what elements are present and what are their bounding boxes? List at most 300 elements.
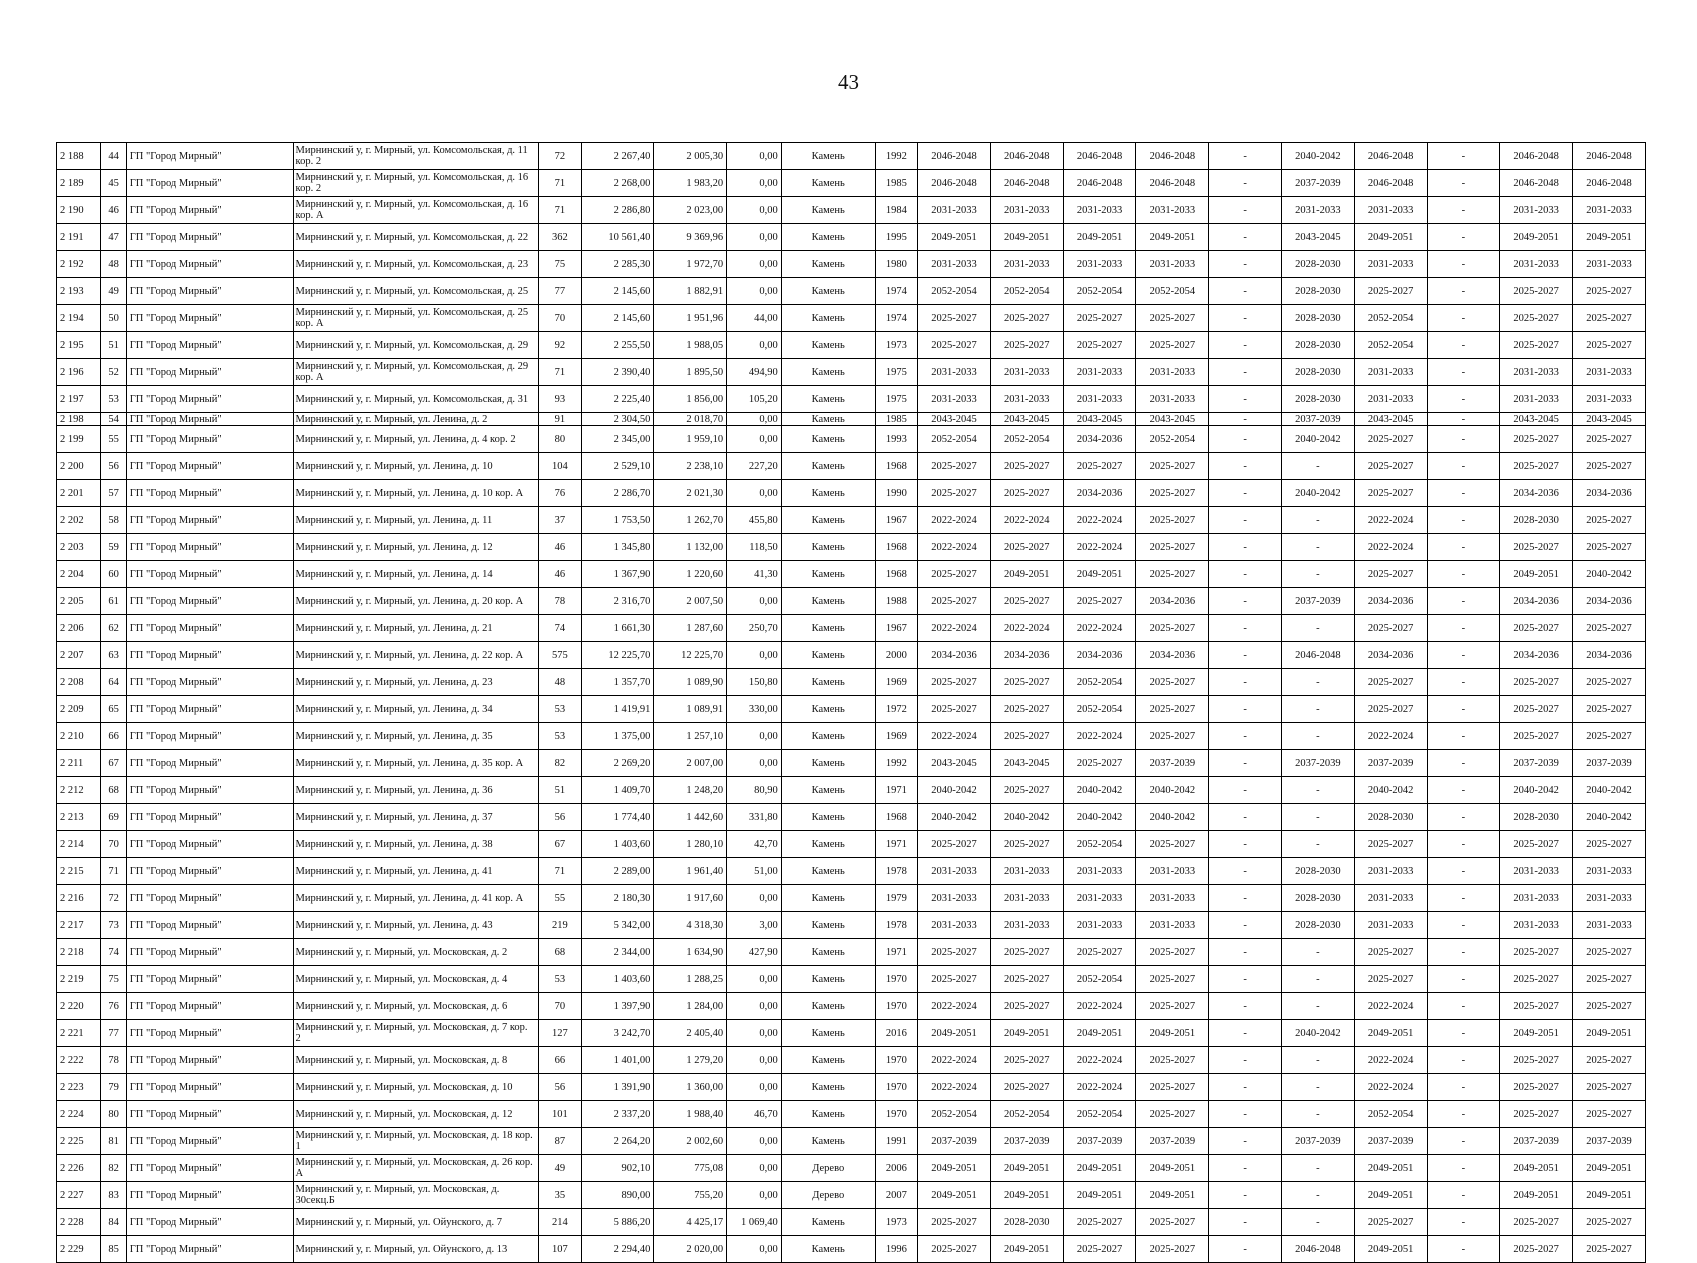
cell-total-area: 1 397,90 xyxy=(581,993,654,1020)
cell-period-2: 2052-2054 xyxy=(990,426,1063,453)
cell-period-6: 2028-2030 xyxy=(1281,278,1354,305)
cell-reg-number: 2 229 xyxy=(57,1236,101,1263)
cell-period-5: - xyxy=(1209,831,1282,858)
cell-nonresidential-area: 0,00 xyxy=(727,278,782,305)
cell-item-number: 85 xyxy=(101,1236,126,1263)
cell-build-year: 1970 xyxy=(875,993,917,1020)
cell-period-5: - xyxy=(1209,912,1282,939)
cell-period-1: 2025-2027 xyxy=(918,939,991,966)
cell-period-7: 2037-2039 xyxy=(1354,750,1427,777)
cell-period-2: 2049-2051 xyxy=(990,1155,1063,1182)
table-body xyxy=(57,143,1646,1263)
cell-period-6: 2037-2039 xyxy=(1281,413,1354,426)
table-row xyxy=(57,669,1646,696)
cell-build-year: 1974 xyxy=(875,278,917,305)
cell-period-5: - xyxy=(1209,993,1282,1020)
cell-municipality: ГП "Город Мирный" xyxy=(126,696,293,723)
cell-municipality: ГП "Город Мирный" xyxy=(126,278,293,305)
cell-item-number: 54 xyxy=(101,413,126,426)
cell-period-7: 2025-2027 xyxy=(1354,696,1427,723)
table-row xyxy=(57,1236,1646,1263)
cell-total-area: 1 753,50 xyxy=(581,507,654,534)
cell-residents: 72 xyxy=(539,143,581,170)
cell-reg-number: 2 188 xyxy=(57,143,101,170)
cell-wall-material: Камень xyxy=(781,561,875,588)
cell-reg-number: 2 217 xyxy=(57,912,101,939)
cell-build-year: 1968 xyxy=(875,561,917,588)
cell-period-9: 2025-2027 xyxy=(1500,534,1573,561)
cell-period-9: 2025-2027 xyxy=(1500,966,1573,993)
cell-living-area: 1 288,25 xyxy=(654,966,727,993)
cell-period-8: - xyxy=(1427,426,1500,453)
cell-nonresidential-area: 0,00 xyxy=(727,1047,782,1074)
cell-nonresidential-area: 0,00 xyxy=(727,224,782,251)
cell-period-10: 2031-2033 xyxy=(1573,386,1646,413)
cell-period-8: - xyxy=(1427,332,1500,359)
cell-living-area: 1 257,10 xyxy=(654,723,727,750)
cell-period-10: 2046-2048 xyxy=(1573,143,1646,170)
cell-nonresidential-area: 0,00 xyxy=(727,332,782,359)
cell-period-6: - xyxy=(1281,993,1354,1020)
cell-municipality: ГП "Город Мирный" xyxy=(126,197,293,224)
cell-period-5: - xyxy=(1209,534,1282,561)
cell-period-5: - xyxy=(1209,1236,1282,1263)
cell-wall-material: Камень xyxy=(781,386,875,413)
cell-municipality: ГП "Город Мирный" xyxy=(126,1047,293,1074)
cell-period-5: - xyxy=(1209,143,1282,170)
cell-municipality: ГП "Город Мирный" xyxy=(126,993,293,1020)
cell-address: Мирнинский у, г. Мирный, ул. Ленина, д. 41 кор. А xyxy=(293,885,539,912)
cell-period-2: 2025-2027 xyxy=(990,1047,1063,1074)
cell-period-5: - xyxy=(1209,224,1282,251)
cell-address: Мирнинский у, г. Мирный, ул. Комсомольская, д. 23 xyxy=(293,251,539,278)
cell-item-number: 59 xyxy=(101,534,126,561)
cell-period-5: - xyxy=(1209,966,1282,993)
cell-period-9: 2031-2033 xyxy=(1500,251,1573,278)
cell-residents: 53 xyxy=(539,696,581,723)
cell-wall-material: Камень xyxy=(781,1020,875,1047)
cell-period-5: - xyxy=(1209,669,1282,696)
table-row xyxy=(57,750,1646,777)
cell-period-4: 2052-2054 xyxy=(1136,426,1209,453)
cell-living-area: 2 238,10 xyxy=(654,453,727,480)
cell-period-1: 2022-2024 xyxy=(918,993,991,1020)
cell-wall-material: Камень xyxy=(781,723,875,750)
cell-period-7: 2022-2024 xyxy=(1354,1074,1427,1101)
table-row xyxy=(57,561,1646,588)
cell-period-9: 2049-2051 xyxy=(1500,561,1573,588)
cell-residents: 46 xyxy=(539,561,581,588)
table-row xyxy=(57,1155,1646,1182)
cell-period-7: 2046-2048 xyxy=(1354,143,1427,170)
cell-period-9: 2025-2027 xyxy=(1500,453,1573,480)
cell-period-6: 2028-2030 xyxy=(1281,359,1354,386)
cell-nonresidential-area: 0,00 xyxy=(727,1155,782,1182)
cell-living-area: 1 248,20 xyxy=(654,777,727,804)
cell-reg-number: 2 197 xyxy=(57,386,101,413)
table-row xyxy=(57,831,1646,858)
table-row xyxy=(57,1101,1646,1128)
cell-total-area: 1 403,60 xyxy=(581,831,654,858)
cell-residents: 78 xyxy=(539,588,581,615)
cell-period-6: - xyxy=(1281,1074,1354,1101)
cell-nonresidential-area: 0,00 xyxy=(727,143,782,170)
cell-living-area: 1 983,20 xyxy=(654,170,727,197)
cell-reg-number: 2 213 xyxy=(57,804,101,831)
cell-item-number: 80 xyxy=(101,1101,126,1128)
cell-period-8: - xyxy=(1427,143,1500,170)
cell-period-8: - xyxy=(1427,696,1500,723)
cell-total-area: 2 304,50 xyxy=(581,413,654,426)
cell-total-area: 2 268,00 xyxy=(581,170,654,197)
cell-address: Мирнинский у, г. Мирный, ул. Ленина, д. 36 xyxy=(293,777,539,804)
cell-period-2: 2046-2048 xyxy=(990,170,1063,197)
cell-residents: 67 xyxy=(539,831,581,858)
cell-municipality: ГП "Город Мирный" xyxy=(126,480,293,507)
cell-address: Мирнинский у, г. Мирный, ул. Ленина, д. 38 xyxy=(293,831,539,858)
cell-period-10: 2049-2051 xyxy=(1573,1155,1646,1182)
cell-nonresidential-area: 331,80 xyxy=(727,804,782,831)
cell-period-2: 2049-2051 xyxy=(990,224,1063,251)
cell-wall-material: Камень xyxy=(781,534,875,561)
cell-period-9: 2025-2027 xyxy=(1500,993,1573,1020)
cell-period-2: 2031-2033 xyxy=(990,197,1063,224)
cell-nonresidential-area: 427,90 xyxy=(727,939,782,966)
cell-item-number: 44 xyxy=(101,143,126,170)
cell-build-year: 1970 xyxy=(875,1101,917,1128)
cell-wall-material: Камень xyxy=(781,939,875,966)
cell-period-9: 2043-2045 xyxy=(1500,413,1573,426)
cell-living-area: 1 360,00 xyxy=(654,1074,727,1101)
cell-residents: 53 xyxy=(539,966,581,993)
cell-period-10: 2034-2036 xyxy=(1573,642,1646,669)
cell-item-number: 67 xyxy=(101,750,126,777)
table-row xyxy=(57,1209,1646,1236)
cell-address: Мирнинский у, г. Мирный, ул. Ленина, д. 23 xyxy=(293,669,539,696)
cell-period-9: 2025-2027 xyxy=(1500,939,1573,966)
cell-period-4: 2025-2027 xyxy=(1136,480,1209,507)
cell-period-10: 2049-2051 xyxy=(1573,224,1646,251)
cell-reg-number: 2 190 xyxy=(57,197,101,224)
cell-period-3: 2049-2051 xyxy=(1063,561,1136,588)
cell-reg-number: 2 214 xyxy=(57,831,101,858)
cell-address: Мирнинский у, г. Мирный, ул. Ленина, д. 35 xyxy=(293,723,539,750)
cell-living-area: 9 369,96 xyxy=(654,224,727,251)
cell-period-7: 2022-2024 xyxy=(1354,723,1427,750)
cell-build-year: 2000 xyxy=(875,642,917,669)
cell-period-4: 2025-2027 xyxy=(1136,332,1209,359)
cell-period-8: - xyxy=(1427,561,1500,588)
table-row xyxy=(57,305,1646,332)
cell-period-10: 2049-2051 xyxy=(1573,1182,1646,1209)
cell-period-7: 2031-2033 xyxy=(1354,912,1427,939)
cell-period-3: 2052-2054 xyxy=(1063,831,1136,858)
cell-period-7: 2043-2045 xyxy=(1354,413,1427,426)
cell-period-10: 2025-2027 xyxy=(1573,278,1646,305)
cell-item-number: 45 xyxy=(101,170,126,197)
cell-period-10: 2025-2027 xyxy=(1573,1047,1646,1074)
cell-period-1: 2025-2027 xyxy=(918,831,991,858)
cell-period-3: 2052-2054 xyxy=(1063,1101,1136,1128)
cell-period-4: 2025-2027 xyxy=(1136,1209,1209,1236)
cell-living-area: 1 284,00 xyxy=(654,993,727,1020)
cell-living-area: 1 220,60 xyxy=(654,561,727,588)
cell-address: Мирнинский у, г. Мирный, ул. Комсомольская, д. 29 xyxy=(293,332,539,359)
cell-residents: 575 xyxy=(539,642,581,669)
table-row xyxy=(57,386,1646,413)
cell-period-7: 2025-2027 xyxy=(1354,1209,1427,1236)
cell-wall-material: Камень xyxy=(781,1074,875,1101)
cell-municipality: ГП "Город Мирный" xyxy=(126,426,293,453)
cell-period-9: 2031-2033 xyxy=(1500,359,1573,386)
cell-period-9: 2049-2051 xyxy=(1500,1020,1573,1047)
cell-item-number: 72 xyxy=(101,885,126,912)
table-row xyxy=(57,939,1646,966)
cell-living-area: 1 951,96 xyxy=(654,305,727,332)
cell-build-year: 2006 xyxy=(875,1155,917,1182)
cell-period-3: 2022-2024 xyxy=(1063,534,1136,561)
cell-period-10: 2025-2027 xyxy=(1573,966,1646,993)
cell-address: Мирнинский у, г. Мирный, ул. Ойунского, д. 13 xyxy=(293,1236,539,1263)
cell-period-10: 2025-2027 xyxy=(1573,993,1646,1020)
cell-period-9: 2037-2039 xyxy=(1500,750,1573,777)
cell-build-year: 1968 xyxy=(875,453,917,480)
cell-period-2: 2034-2036 xyxy=(990,642,1063,669)
cell-period-5: - xyxy=(1209,507,1282,534)
cell-period-10: 2037-2039 xyxy=(1573,1128,1646,1155)
cell-period-3: 2043-2045 xyxy=(1063,413,1136,426)
table-row xyxy=(57,777,1646,804)
cell-municipality: ГП "Город Мирный" xyxy=(126,642,293,669)
cell-nonresidential-area: 0,00 xyxy=(727,1182,782,1209)
cell-living-area: 1 988,40 xyxy=(654,1101,727,1128)
cell-living-area: 2 007,00 xyxy=(654,750,727,777)
cell-municipality: ГП "Город Мирный" xyxy=(126,1209,293,1236)
cell-period-2: 2025-2027 xyxy=(990,305,1063,332)
cell-build-year: 1995 xyxy=(875,224,917,251)
cell-period-6: 2046-2048 xyxy=(1281,642,1354,669)
cell-period-8: - xyxy=(1427,615,1500,642)
cell-period-8: - xyxy=(1427,588,1500,615)
cell-total-area: 1 391,90 xyxy=(581,1074,654,1101)
cell-item-number: 50 xyxy=(101,305,126,332)
cell-address: Мирнинский у, г. Мирный, ул. Ленина, д. 20 кор. А xyxy=(293,588,539,615)
cell-item-number: 71 xyxy=(101,858,126,885)
cell-address: Мирнинский у, г. Мирный, ул. Ойунского, д. 7 xyxy=(293,1209,539,1236)
table-row xyxy=(57,804,1646,831)
cell-period-6: 2028-2030 xyxy=(1281,251,1354,278)
cell-period-8: - xyxy=(1427,831,1500,858)
cell-period-1: 2025-2027 xyxy=(918,696,991,723)
cell-municipality: ГП "Город Мирный" xyxy=(126,1101,293,1128)
cell-reg-number: 2 198 xyxy=(57,413,101,426)
cell-period-3: 2025-2027 xyxy=(1063,1209,1136,1236)
cell-period-7: 2037-2039 xyxy=(1354,1128,1427,1155)
table-row xyxy=(57,1128,1646,1155)
cell-period-9: 2037-2039 xyxy=(1500,1128,1573,1155)
cell-item-number: 79 xyxy=(101,1074,126,1101)
cell-period-1: 2025-2027 xyxy=(918,480,991,507)
cell-period-4: 2049-2051 xyxy=(1136,1020,1209,1047)
cell-wall-material: Камень xyxy=(781,642,875,669)
cell-period-3: 2031-2033 xyxy=(1063,197,1136,224)
cell-nonresidential-area: 0,00 xyxy=(727,251,782,278)
cell-period-9: 2049-2051 xyxy=(1500,224,1573,251)
cell-residents: 51 xyxy=(539,777,581,804)
cell-period-3: 2046-2048 xyxy=(1063,143,1136,170)
cell-period-1: 2043-2045 xyxy=(918,750,991,777)
cell-address: Мирнинский у, г. Мирный, ул. Московская, д. 30секц.Б xyxy=(293,1182,539,1209)
cell-residents: 71 xyxy=(539,858,581,885)
cell-build-year: 1968 xyxy=(875,534,917,561)
cell-municipality: ГП "Город Мирный" xyxy=(126,1182,293,1209)
cell-period-9: 2040-2042 xyxy=(1500,777,1573,804)
cell-period-4: 2025-2027 xyxy=(1136,507,1209,534)
cell-wall-material: Камень xyxy=(781,750,875,777)
cell-municipality: ГП "Город Мирный" xyxy=(126,723,293,750)
cell-period-1: 2052-2054 xyxy=(918,278,991,305)
cell-nonresidential-area: 80,90 xyxy=(727,777,782,804)
table-row xyxy=(57,993,1646,1020)
cell-period-4: 2031-2033 xyxy=(1136,251,1209,278)
table-row xyxy=(57,143,1646,170)
cell-item-number: 48 xyxy=(101,251,126,278)
cell-period-3: 2025-2027 xyxy=(1063,453,1136,480)
cell-period-7: 2034-2036 xyxy=(1354,642,1427,669)
cell-reg-number: 2 228 xyxy=(57,1209,101,1236)
cell-period-1: 2052-2054 xyxy=(918,1101,991,1128)
cell-municipality: ГП "Город Мирный" xyxy=(126,413,293,426)
cell-address: Мирнинский у, г. Мирный, ул. Комсомольская, д. 25 xyxy=(293,278,539,305)
cell-period-3: 2049-2051 xyxy=(1063,1182,1136,1209)
cell-wall-material: Камень xyxy=(781,332,875,359)
cell-reg-number: 2 206 xyxy=(57,615,101,642)
cell-residents: 87 xyxy=(539,1128,581,1155)
cell-period-3: 2025-2027 xyxy=(1063,939,1136,966)
cell-period-3: 2022-2024 xyxy=(1063,1047,1136,1074)
cell-period-7: 2049-2051 xyxy=(1354,224,1427,251)
cell-period-3: 2040-2042 xyxy=(1063,777,1136,804)
table-row xyxy=(57,534,1646,561)
cell-period-10: 2025-2027 xyxy=(1573,615,1646,642)
cell-period-2: 2025-2027 xyxy=(990,696,1063,723)
cell-residents: 91 xyxy=(539,413,581,426)
cell-period-5: - xyxy=(1209,615,1282,642)
cell-living-area: 1 972,70 xyxy=(654,251,727,278)
cell-period-6: - xyxy=(1281,696,1354,723)
cell-period-8: - xyxy=(1427,1047,1500,1074)
cell-period-9: 2031-2033 xyxy=(1500,197,1573,224)
cell-period-8: - xyxy=(1427,669,1500,696)
cell-reg-number: 2 196 xyxy=(57,359,101,386)
cell-period-1: 2022-2024 xyxy=(918,723,991,750)
cell-period-3: 2022-2024 xyxy=(1063,1074,1136,1101)
cell-wall-material: Камень xyxy=(781,1101,875,1128)
cell-period-2: 2025-2027 xyxy=(990,1074,1063,1101)
cell-reg-number: 2 199 xyxy=(57,426,101,453)
cell-reg-number: 2 226 xyxy=(57,1155,101,1182)
table-row xyxy=(57,966,1646,993)
cell-period-8: - xyxy=(1427,1236,1500,1263)
cell-address: Мирнинский у, г. Мирный, ул. Комсомольская, д. 31 xyxy=(293,386,539,413)
cell-build-year: 1996 xyxy=(875,1236,917,1263)
cell-period-6: 2040-2042 xyxy=(1281,143,1354,170)
cell-reg-number: 2 208 xyxy=(57,669,101,696)
cell-period-1: 2025-2027 xyxy=(918,453,991,480)
cell-period-9: 2049-2051 xyxy=(1500,1182,1573,1209)
cell-period-5: - xyxy=(1209,278,1282,305)
cell-municipality: ГП "Город Мирный" xyxy=(126,453,293,480)
cell-item-number: 58 xyxy=(101,507,126,534)
cell-build-year: 1985 xyxy=(875,413,917,426)
cell-wall-material: Дерево xyxy=(781,1182,875,1209)
cell-period-9: 2025-2027 xyxy=(1500,305,1573,332)
cell-period-6: 2046-2048 xyxy=(1281,1236,1354,1263)
cell-wall-material: Камень xyxy=(781,426,875,453)
cell-nonresidential-area: 0,00 xyxy=(727,1074,782,1101)
cell-municipality: ГП "Город Мирный" xyxy=(126,251,293,278)
cell-wall-material: Камень xyxy=(781,170,875,197)
cell-period-2: 2025-2027 xyxy=(990,332,1063,359)
cell-period-3: 2049-2051 xyxy=(1063,1020,1136,1047)
cell-reg-number: 2 224 xyxy=(57,1101,101,1128)
cell-nonresidential-area: 0,00 xyxy=(727,885,782,912)
cell-period-4: 2031-2033 xyxy=(1136,912,1209,939)
cell-living-area: 2 021,30 xyxy=(654,480,727,507)
cell-period-8: - xyxy=(1427,197,1500,224)
cell-period-4: 2046-2048 xyxy=(1136,170,1209,197)
cell-living-area: 12 225,70 xyxy=(654,642,727,669)
cell-period-7: 2022-2024 xyxy=(1354,507,1427,534)
table-row xyxy=(57,1047,1646,1074)
cell-period-1: 2022-2024 xyxy=(918,1047,991,1074)
table-row xyxy=(57,332,1646,359)
cell-period-4: 2037-2039 xyxy=(1136,750,1209,777)
cell-period-7: 2022-2024 xyxy=(1354,1047,1427,1074)
cell-period-3: 2025-2027 xyxy=(1063,588,1136,615)
cell-item-number: 82 xyxy=(101,1155,126,1182)
cell-period-7: 2022-2024 xyxy=(1354,993,1427,1020)
cell-municipality: ГП "Город Мирный" xyxy=(126,386,293,413)
cell-nonresidential-area: 494,90 xyxy=(727,359,782,386)
cell-item-number: 62 xyxy=(101,615,126,642)
cell-period-2: 2025-2027 xyxy=(990,588,1063,615)
cell-wall-material: Камень xyxy=(781,507,875,534)
table-row xyxy=(57,615,1646,642)
cell-period-4: 2034-2036 xyxy=(1136,588,1209,615)
cell-period-4: 2025-2027 xyxy=(1136,615,1209,642)
table-row xyxy=(57,480,1646,507)
cell-period-9: 2031-2033 xyxy=(1500,386,1573,413)
cell-period-10: 2040-2042 xyxy=(1573,561,1646,588)
cell-nonresidential-area: 118,50 xyxy=(727,534,782,561)
cell-nonresidential-area: 0,00 xyxy=(727,480,782,507)
cell-period-6: 2028-2030 xyxy=(1281,885,1354,912)
cell-period-1: 2049-2051 xyxy=(918,224,991,251)
cell-period-10: 2031-2033 xyxy=(1573,858,1646,885)
cell-nonresidential-area: 3,00 xyxy=(727,912,782,939)
cell-reg-number: 2 189 xyxy=(57,170,101,197)
cell-residents: 48 xyxy=(539,669,581,696)
cell-reg-number: 2 193 xyxy=(57,278,101,305)
cell-period-1: 2031-2033 xyxy=(918,386,991,413)
cell-period-7: 2028-2030 xyxy=(1354,804,1427,831)
cell-item-number: 84 xyxy=(101,1209,126,1236)
cell-residents: 71 xyxy=(539,170,581,197)
cell-municipality: ГП "Город Мирный" xyxy=(126,1020,293,1047)
cell-living-area: 4 425,17 xyxy=(654,1209,727,1236)
cell-address: Мирнинский у, г. Мирный, ул. Ленина, д. 34 xyxy=(293,696,539,723)
